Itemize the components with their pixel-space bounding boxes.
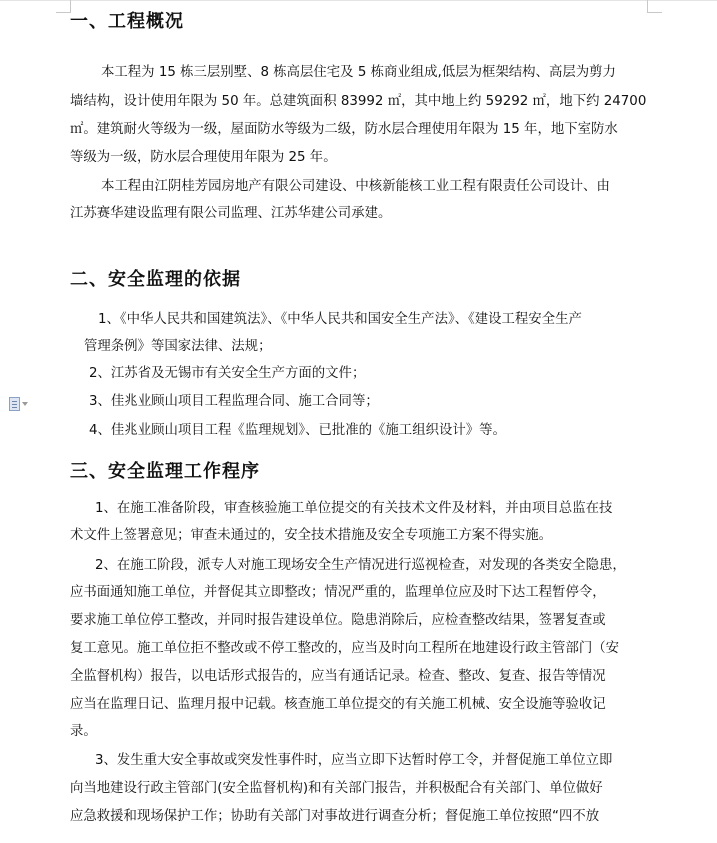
- chevron-down-icon: [22, 402, 28, 406]
- margin-corner-left: [56, 0, 71, 13]
- paragraph-line: 2、在施工阶段，派专人对施工现场安全生产情况进行巡视检查，对发现的各类安全隐患，: [95, 558, 626, 573]
- section-heading-basis: 二、安全监理的依据: [70, 269, 241, 290]
- section-heading-overview: 一、工程概况: [70, 11, 184, 32]
- list-item: 2、江苏省及无锡市有关安全生产方面的文件；: [89, 366, 366, 381]
- document-outline-button[interactable]: [9, 397, 28, 411]
- paragraph-line: 录。: [70, 724, 97, 739]
- paragraph-line: 复工意见。施工单位拒不整改或不停工整改的，应当及时向工程所在地建设行政主管部门（安: [70, 641, 620, 656]
- page-top-edge: [0, 0, 717, 1]
- margin-corner-right: [647, 0, 662, 13]
- list-item: 3、佳兆业顾山项目工程监理合同、施工合同等；: [89, 394, 379, 409]
- paragraph-line: 全监督机构）报告，以电话形式报告的，应当有通话记录。检查、整改、复查、报告等情况: [70, 669, 606, 684]
- paragraph-line: 3、发生重大安全事故或突发性事件时，应当立即下达暂时停工令，并督促施工单位立即: [95, 753, 613, 768]
- paragraph-line: 1、在施工准备阶段，审查核验施工单位提交的有关技术文件及材料，并由项目总监在技: [95, 501, 613, 516]
- paragraph-line: 应书面通知施工单位，并督促其立即整改；情况严重的，监理单位应及时下达工程暂停令，: [70, 585, 606, 600]
- paragraph-line: 术文件上签署意见；审查未通过的，安全技术措施及安全专项施工方案不得实施。: [70, 528, 553, 543]
- paragraph-line: 本工程由江阴桂芳园房地产有限公司建设、中核新能核工业工程有限责任公司设计、由: [101, 179, 610, 194]
- list-item: 1、《中华人民共和国建筑法》、《中华人民共和国安全生产法》、《建设工程安全生产: [98, 312, 582, 327]
- paragraph-line: ㎡。建筑耐火等级为一级，屋面防水等级为二级，防水层合理使用年限为 15 年，地下室防水: [70, 122, 618, 137]
- list-item: 管理条例》等国家法律、法规；: [84, 339, 272, 354]
- list-item: 4、佳兆业顾山项目工程《监理规划》、已批准的《施工组织设计》等。: [89, 423, 506, 438]
- document-icon: [9, 397, 20, 411]
- paragraph-line: 应急救援和现场保护工作；协助有关部门对事故进行调查分析；督促施工单位按照“四不放: [70, 809, 600, 824]
- paragraph-line: 等级为一级，防水层合理使用年限为 25 年。: [70, 150, 337, 165]
- paragraph-line: 墙结构，设计使用年限为 50 年。总建筑面积 83992 ㎡，其中地上约 59292 ㎡，地下约 24700: [70, 94, 647, 109]
- paragraph-line: 应当在监理日记、监理月报中记载。核查施工单位提交的有关施工机械、安全设施等验收记: [70, 697, 606, 712]
- paragraph-line: 本工程为 15 栋三层别墅、8 栋高层住宅及 5 栋商业组成,低层为框架结构、高层为剪力: [101, 65, 616, 80]
- paragraph-line: 江苏赛华建设监理有限公司监理、江苏华建公司承建。: [70, 206, 392, 221]
- paragraph-line: 向当地建设行政主管部门(安全监督机构)和有关部门报告，并积极配合有关部门、单位做好: [70, 781, 603, 796]
- paragraph-line: 要求施工单位停工整改，并同时报告建设单位。隐患消除后，应检查整改结果，签署复查或: [70, 613, 606, 628]
- section-heading-procedure: 三、安全监理工作程序: [70, 461, 260, 482]
